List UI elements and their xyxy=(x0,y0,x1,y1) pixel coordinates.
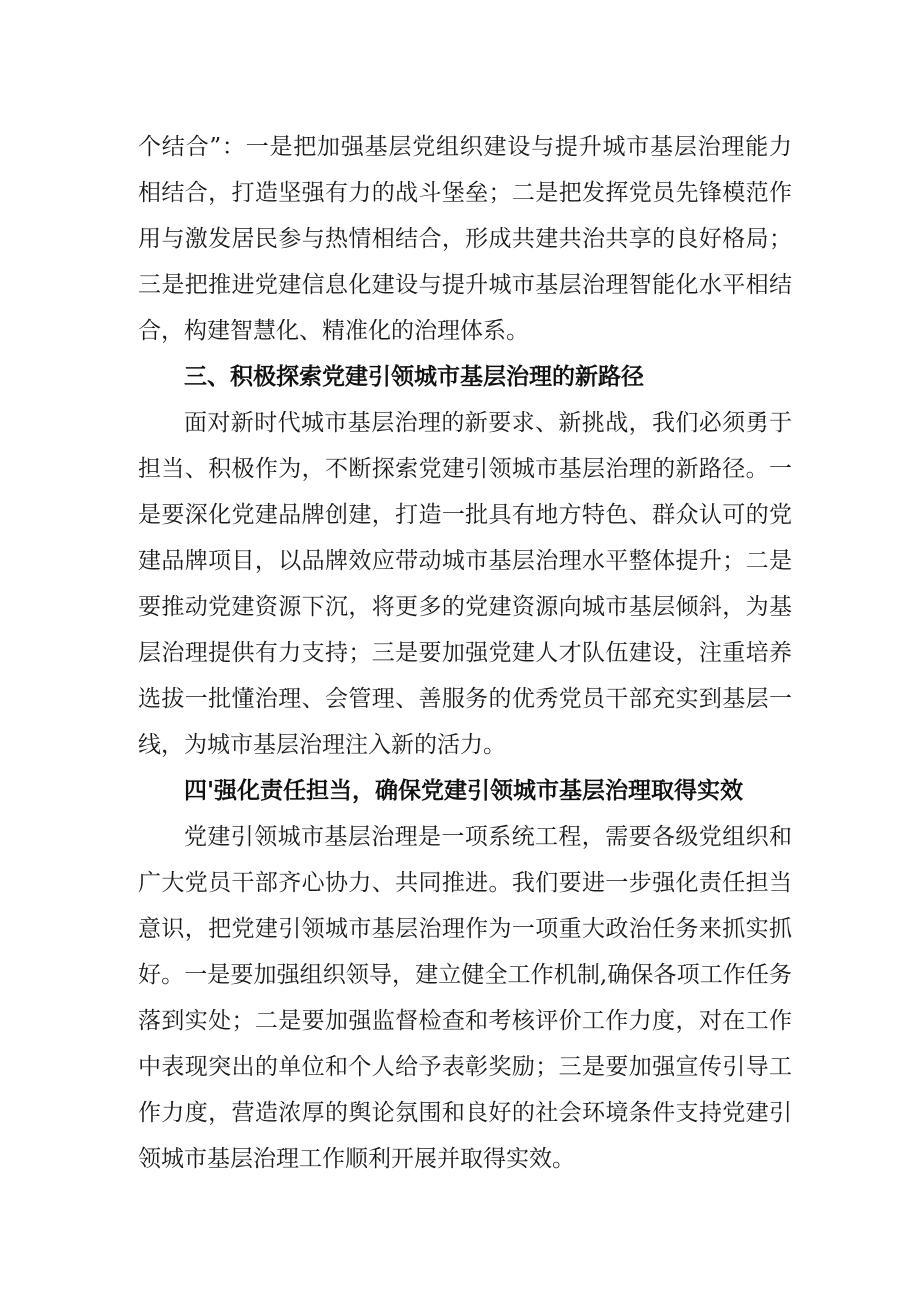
text-line: 个结合”：一是把加强基层党组织建设与提升城市基层治理能力 xyxy=(138,134,792,160)
section-heading-3: 三、积极探索党建引领城市基层治理的新路径 xyxy=(184,364,644,390)
section-4-paragraph xyxy=(138,814,792,1182)
text-line: 面对新时代城市基层治理的新要求、新挑战，我们必须勇于 xyxy=(184,410,792,436)
text-line: 广大党员干部齐心协力、共同推进。我们要进一步强化责任担当 xyxy=(138,870,792,896)
text-line: 落到实处；二是要加强监督检查和考核评价工作力度，对在工作 xyxy=(138,1008,792,1034)
text-line: 线，为城市基层治理注入新的活力。 xyxy=(138,732,506,758)
paragraph-continued xyxy=(138,124,792,354)
section-3-paragraph xyxy=(138,400,792,768)
text-line: 作力度，营造浓厚的舆论氛围和良好的社会环境条件支持党建引 xyxy=(138,1100,792,1126)
text-line: 好。一是要加强组织领导，建立健全工作机制,确保各项工作任务 xyxy=(138,962,792,988)
section-heading-4: 四'强化责任担当，确保党建引领城市基层治理取得实效 xyxy=(184,778,744,804)
text-line: 相结合，打造坚强有力的战斗堡垒；二是把发挥党员先锋模范作 xyxy=(138,180,792,206)
text-line: 担当、积极作为，不断探索党建引领城市基层治理的新路径。一 xyxy=(138,456,792,482)
text-line: 层治理提供有力支持；三是要加强党建人才队伍建设，注重培养 xyxy=(138,640,792,666)
text-line: 是要深化党建品牌创建，打造一批具有地方特色、群众认可的党 xyxy=(138,502,792,528)
document-body xyxy=(138,124,792,1182)
text-line: 领城市基层治理工作顺利开展并取得实效。 xyxy=(138,1146,575,1172)
text-line: 党建引领城市基层治理是一项系统工程，需要各级党组织和 xyxy=(184,824,792,850)
text-line: 要推动党建资源下沉，将更多的党建资源向城市基层倾斜，为基 xyxy=(138,594,792,620)
text-line: 用与激发居民参与热情相结合，形成共建共治共享的良好格局； xyxy=(138,226,792,252)
text-line: 选拔一批懂治理、会管理、善服务的优秀党员干部充实到基层一 xyxy=(138,686,792,712)
text-line: 中表现突出的单位和个人给予表彰奖励；三是要加强宣传引导工 xyxy=(138,1054,792,1080)
text-line: 三是把推进党建信息化建设与提升城市基层治理智能化水平相结 xyxy=(138,272,792,298)
text-line: 建品牌项目，以品牌效应带动城市基层治理水平整体提升；二是 xyxy=(138,548,792,574)
text-line: 意识，把党建引领城市基层治理作为一项重大政治任务来抓实抓 xyxy=(138,916,792,942)
text-line: 合，构建智慧化、精准化的治理体系。 xyxy=(138,318,529,344)
